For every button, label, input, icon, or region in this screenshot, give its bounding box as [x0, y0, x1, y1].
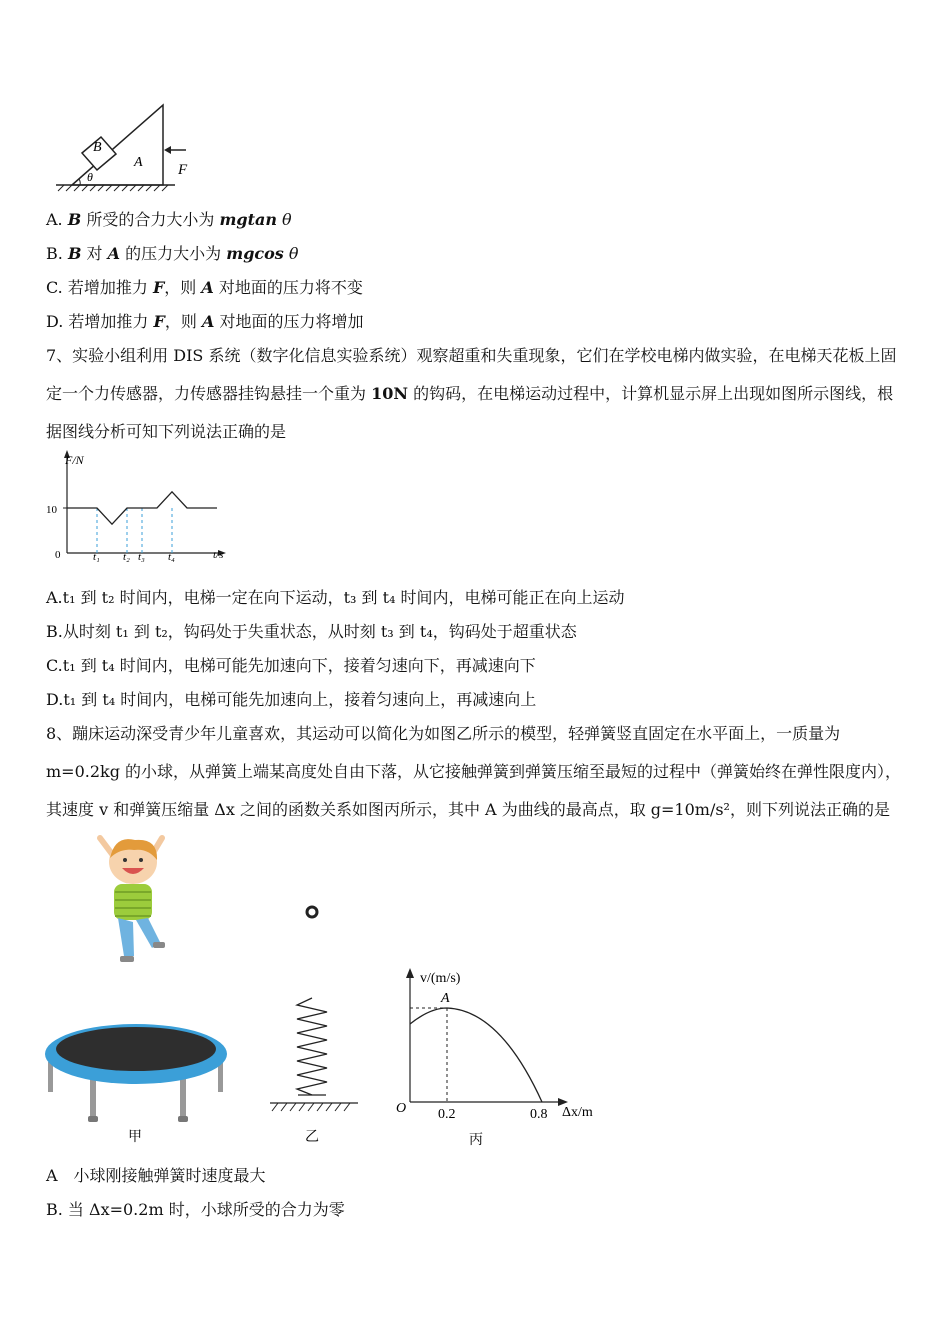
force-series-line — [67, 492, 217, 524]
q7-stem-line1: 7、实验小组利用 DIS 系统（数字化信息实验系统）观察超重和失重现象，它们在学校电梯内做实验，在电梯天花板上固 — [46, 346, 897, 365]
x-axis-label: t/s — [213, 549, 224, 561]
graph-x-tick-1: 0.2 — [438, 1107, 456, 1122]
wedge-a — [72, 105, 163, 185]
spring — [297, 998, 327, 1095]
label-bing: 丙 — [469, 1133, 483, 1148]
q7-option-c: C.t₁ 到 t₄ 时间内，电梯可能先加速向下，接着匀速向下，再减速向下 — [46, 656, 536, 675]
label-jia: 甲 — [128, 1130, 142, 1145]
x-tick-label-4: t₄ — [168, 551, 175, 563]
trampoline-figure — [40, 830, 240, 1150]
label-b: B — [93, 140, 102, 155]
label-theta: θ — [87, 170, 93, 184]
graph-origin: O — [396, 1101, 407, 1116]
q7-option-b: B.从时刻 t₁ 到 t₂，钩码处于失重状态，从时刻 t₃ 到 t₄，钩码处于超重状态 — [46, 622, 577, 641]
q8-stem-line3: 其速度 v 和弹簧压缩量 Δx 之间的函数关系如图丙所示，其中 A 为曲线的最高点，取 g=10m/s²，则下列说法正确的是 — [46, 800, 890, 819]
q7-option-a: A.t₁ 到 t₂ 时间内，电梯一定在向下运动，t₃ 到 t₄ 时间内，电梯可能正在向上运动 — [46, 588, 625, 607]
q8-stem-line1: 8、蹦床运动深受青少年儿童喜欢，其运动可以简化为如图乙所示的模型，轻弹簧竖直固定在水平面上，一质量为 — [46, 724, 841, 743]
wedge-figure — [50, 100, 200, 195]
x-tick-label-1: t₁ — [93, 551, 100, 563]
q7-stem-line2: 定一个力传感器，力传感器挂钩悬挂一个重为 10N 的钩码，在电梯运动过程中，计算机显示屏上出现如图所示图线，根 — [46, 384, 894, 403]
q8-option-b: B. 当 Δx=0.2m 时，小球所受的合力为零 — [46, 1200, 345, 1219]
q8-option-a: A 小球刚接触弹簧时速度最大 — [46, 1166, 266, 1185]
q6-option-a: A. B 所受的合力大小为 mgtan θ — [46, 210, 292, 229]
force-time-chart — [40, 448, 240, 566]
graph-y-label: v/(m/s) — [420, 971, 461, 986]
q6-option-c: C. 若增加推力 F，则 A 对地面的压力将不变 — [46, 278, 363, 297]
label-a: A — [134, 155, 143, 170]
ball — [307, 907, 317, 917]
graph-x-tick-2: 0.8 — [530, 1107, 548, 1122]
q6-option-b: B. B 对 A 的压力大小为 mgcos θ — [46, 244, 299, 263]
label-f: F — [178, 162, 188, 178]
spring-figure — [262, 895, 372, 1150]
graph-peak-label: A — [441, 991, 450, 1006]
jumping-child-illustration — [100, 838, 165, 962]
y-tick-label: 10 — [46, 504, 57, 516]
q7-option-d: D.t₁ 到 t₄ 时间内，电梯可能先加速向上，接着匀速向上，再减速向上 — [46, 690, 537, 709]
trampoline-illustration — [45, 1024, 227, 1122]
graph-x-label: Δx/m — [562, 1105, 593, 1120]
x-tick-label-2: t₂ — [123, 551, 130, 563]
velocity-compression-graph — [390, 960, 615, 1150]
q7-stem-line3: 据图线分析可知下列说法正确的是 — [46, 422, 287, 441]
q6-option-d: D. 若增加推力 F，则 A 对地面的压力将增加 — [46, 312, 364, 331]
velocity-curve — [410, 1008, 542, 1102]
origin-label: 0 — [55, 549, 61, 561]
x-tick-label-3: t₃ — [138, 551, 145, 563]
y-axis-label: F/N — [65, 453, 84, 467]
label-yi: 乙 — [305, 1130, 319, 1145]
q8-stem-line2: m=0.2kg 的小球，从弹簧上端某高度处自由下落，从它接触弹簧到弹簧压缩至最短的过程中（弹簧始终在弹性限度内）， — [46, 762, 902, 781]
